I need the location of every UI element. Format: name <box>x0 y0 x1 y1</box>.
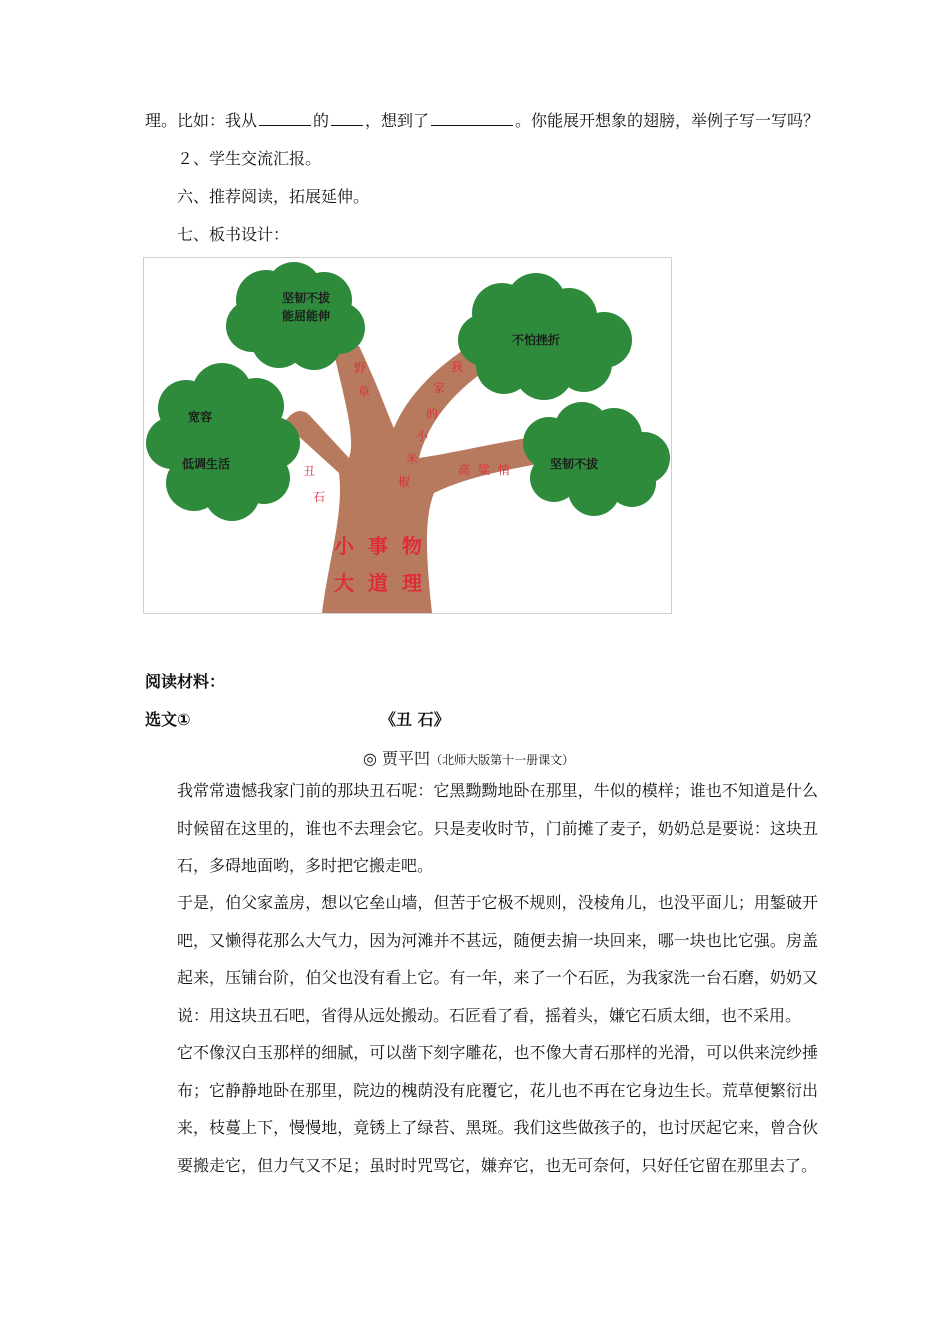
answer-blank-1[interactable] <box>259 111 311 126</box>
author: ◎ 贾平凹 <box>363 749 431 768</box>
crown-label-resilient: 坚韧不拔 <box>281 291 331 305</box>
step-recommend: 六、推荐阅读，拓展延伸。 <box>177 187 370 206</box>
reading-heading: 阅读材料： <box>145 672 226 691</box>
board-design-tree-diagram <box>143 257 672 614</box>
trunk-char: 物 <box>402 534 422 558</box>
branch-label-char: 粱 <box>477 463 491 477</box>
selection-label: 选文① <box>145 710 191 729</box>
answer-blank-3[interactable] <box>431 111 513 126</box>
step-board-design: 七、板书设计： <box>177 225 290 244</box>
paragraph-1 <box>145 772 818 885</box>
branch-label-char: 石 <box>312 490 326 504</box>
article-byline <box>363 746 574 769</box>
trunk-char: 理 <box>402 571 422 595</box>
crown-label-tolerant: 宽容 <box>187 410 213 424</box>
branch-label-char: 米 <box>405 452 419 466</box>
branch-label-char: 椒 <box>397 475 411 489</box>
prompt-part3: ，想到了 <box>365 111 430 130</box>
paragraph-2 <box>145 884 818 1034</box>
article-title: 《丑 石》 <box>380 710 450 729</box>
answer-blank-2[interactable] <box>331 111 363 126</box>
branch-label-char: 高 <box>457 463 471 477</box>
branch-label-char: 家 <box>432 381 446 395</box>
crown-left <box>146 363 300 521</box>
trunk-char: 事 <box>368 534 388 558</box>
prompt-part2: 的 <box>313 111 330 130</box>
branch-label-char: 的 <box>425 407 439 421</box>
crown-label-fearless: 不怕挫折 <box>511 333 561 347</box>
paragraph-3 <box>145 1034 818 1184</box>
branch-label-char: 小 <box>415 429 429 443</box>
branch-label-char: 草 <box>357 385 371 399</box>
crown-label-low-profile: 低调生活 <box>181 457 231 471</box>
trunk-char: 道 <box>368 571 388 595</box>
source-note: （北师大版第十一册课文） <box>430 753 575 767</box>
paragraph-text: 我常常遗憾我家门前的那块丑石呢：它黑黝黝地卧在那里，牛似的模样；谁也不知道是什么时候留在这里的，谁也不去理会它。只是麦收时节，门前摊了麦子，奶奶总是要说：这块丑石，多碍地面哟，多时把它搬走吧。 <box>177 781 818 875</box>
branch-label-char: 丑 <box>302 464 316 478</box>
prompt-prefix: 理。比如：我从 <box>145 111 258 130</box>
paragraph-text: 它不像汉白玉那样的细腻，可以凿下刻字雕花，也不像大青石那样的光滑，可以供来浣纱捶布；它静静地卧在那里，院边的槐荫没有庇覆它，花儿也不再在它身边生长。荒草便繁衍出来，枝蔓上下，慢慢地，竟锈上了绿苔、黑斑。我们这些做孩子的，也讨厌起它来，曾合伙要搬走它，但力气又不足；虽时时咒骂它，嫌弃它，也无可奈何，只好任它留在那里去了。 <box>177 1043 818 1175</box>
prompt-suffix: 。你能展开想象的翅膀，举例子写一写吗？ <box>515 111 820 130</box>
trunk-char: 大 <box>334 571 354 595</box>
branch-label-char: 情 <box>497 463 511 477</box>
trunk-char: 小 <box>334 534 354 558</box>
crown-label-steadfast: 坚韧不拔 <box>549 457 599 471</box>
crown-label-flexible: 能屈能伸 <box>281 309 331 323</box>
fill-in-prompt <box>145 108 819 131</box>
branch-label-char: 我 <box>450 360 464 374</box>
step-report: ２、学生交流汇报。 <box>177 149 322 168</box>
branch-label-char: 野 <box>353 361 367 375</box>
paragraph-text: 于是，伯父家盖房，想以它垒山墙，但苦于它极不规则，没棱角儿，也没平面儿；用錾破开吧，又懒得花那么大气力，因为河滩并不甚远，随便去掮一块回来，哪一块也比它强。房盖起来，压铺台阶，伯父也没有看上它。有一年，来了一个石匠，为我家洗一台石磨，奶奶又说：用这块丑石吧，省得从远处搬动。石匠看了看，摇着头，嫌它石质太细，也不采用。 <box>177 893 818 1025</box>
